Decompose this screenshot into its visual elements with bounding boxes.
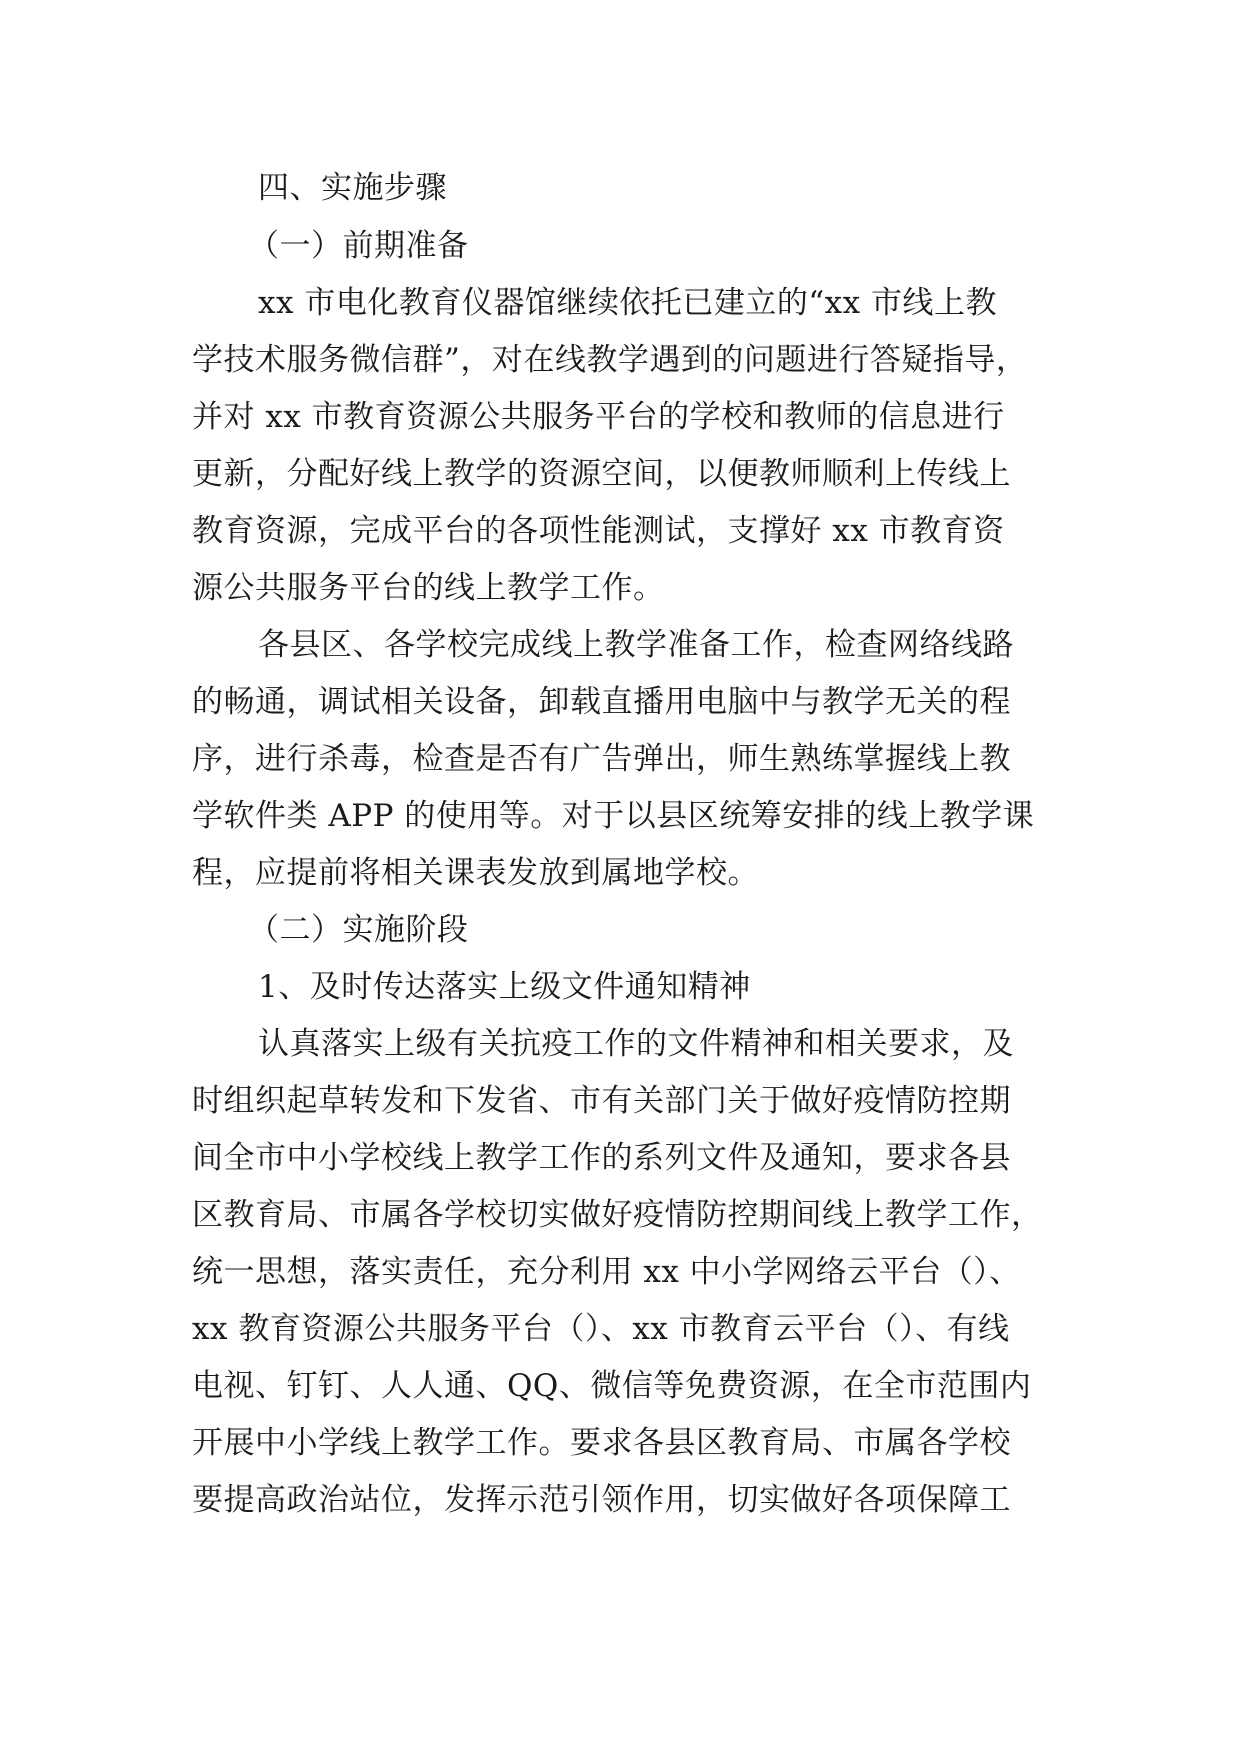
paragraph-line: 的畅通，调试相关设备，卸载直播用电脑中与教学无关的程 <box>192 684 1011 720</box>
paragraph-line: 源公共服务平台的线上教学工作。 <box>192 570 665 606</box>
subheading-item-1: 1、及时传达落实上级文件通知精神 <box>258 969 751 1005</box>
paragraph-line: xx 教育资源公共服务平台（）、xx 市教育云平台（）、有线 <box>192 1311 1010 1347</box>
paragraph-line: 并对 xx 市教育资源公共服务平台的学校和教师的信息进行 <box>192 399 1005 435</box>
paragraph-line: 程，应提前将相关课表发放到属地学校。 <box>192 855 759 891</box>
paragraph-line: 要提高政治站位，发挥示范引领作用，切实做好各项保障工 <box>192 1482 1011 1518</box>
paragraph-line: 统一思想，落实责任，充分利用 xx 中小学网络云平台（）、 <box>192 1254 1021 1290</box>
paragraph-line: 认真落实上级有关抗疫工作的文件精神和相关要求，及 <box>258 1026 1014 1062</box>
paragraph-line: 更新，分配好线上教学的资源空间，以便教师顺利上传线上 <box>192 456 1011 492</box>
paragraph-line: 间全市中小学校线上教学工作的系列文件及通知，要求各县 <box>192 1140 1011 1176</box>
paragraph-line: 序，进行杀毒，检查是否有广告弹出，师生熟练掌握线上教 <box>192 741 1011 777</box>
paragraph-line: 学软件类 APP 的使用等。对于以县区统筹安排的线上教学课 <box>192 798 1035 834</box>
subheading-implementation-stage: （二）实施阶段 <box>248 912 469 948</box>
paragraph-line: xx 市电化教育仪器馆继续依托已建立的“xx 市线上教 <box>258 285 997 321</box>
paragraph-line: 教育资源，完成平台的各项性能测试，支撑好 xx 市教育资 <box>192 513 1005 549</box>
paragraph-line: 时组织起草转发和下发省、市有关部门关于做好疫情防控期 <box>192 1083 1011 1119</box>
paragraph-line: 开展中小学线上教学工作。要求各县区教育局、市属各学校 <box>192 1425 1011 1461</box>
paragraph-line: 学技术服务微信群”，对在线教学遇到的问题进行答疑指导， <box>192 342 1028 378</box>
paragraph-line: 区教育局、市属各学校切实做好疫情防控期间线上教学工作， <box>192 1197 1043 1233</box>
paragraph-line: 电视、钉钉、人人通、QQ、微信等免费资源，在全市范围内 <box>192 1368 1032 1404</box>
subheading-preparation: （一）前期准备 <box>248 228 469 264</box>
heading-implementation-steps: 四、实施步骤 <box>258 170 447 206</box>
paragraph-line: 各县区、各学校完成线上教学准备工作，检查网络线路 <box>258 627 1014 663</box>
